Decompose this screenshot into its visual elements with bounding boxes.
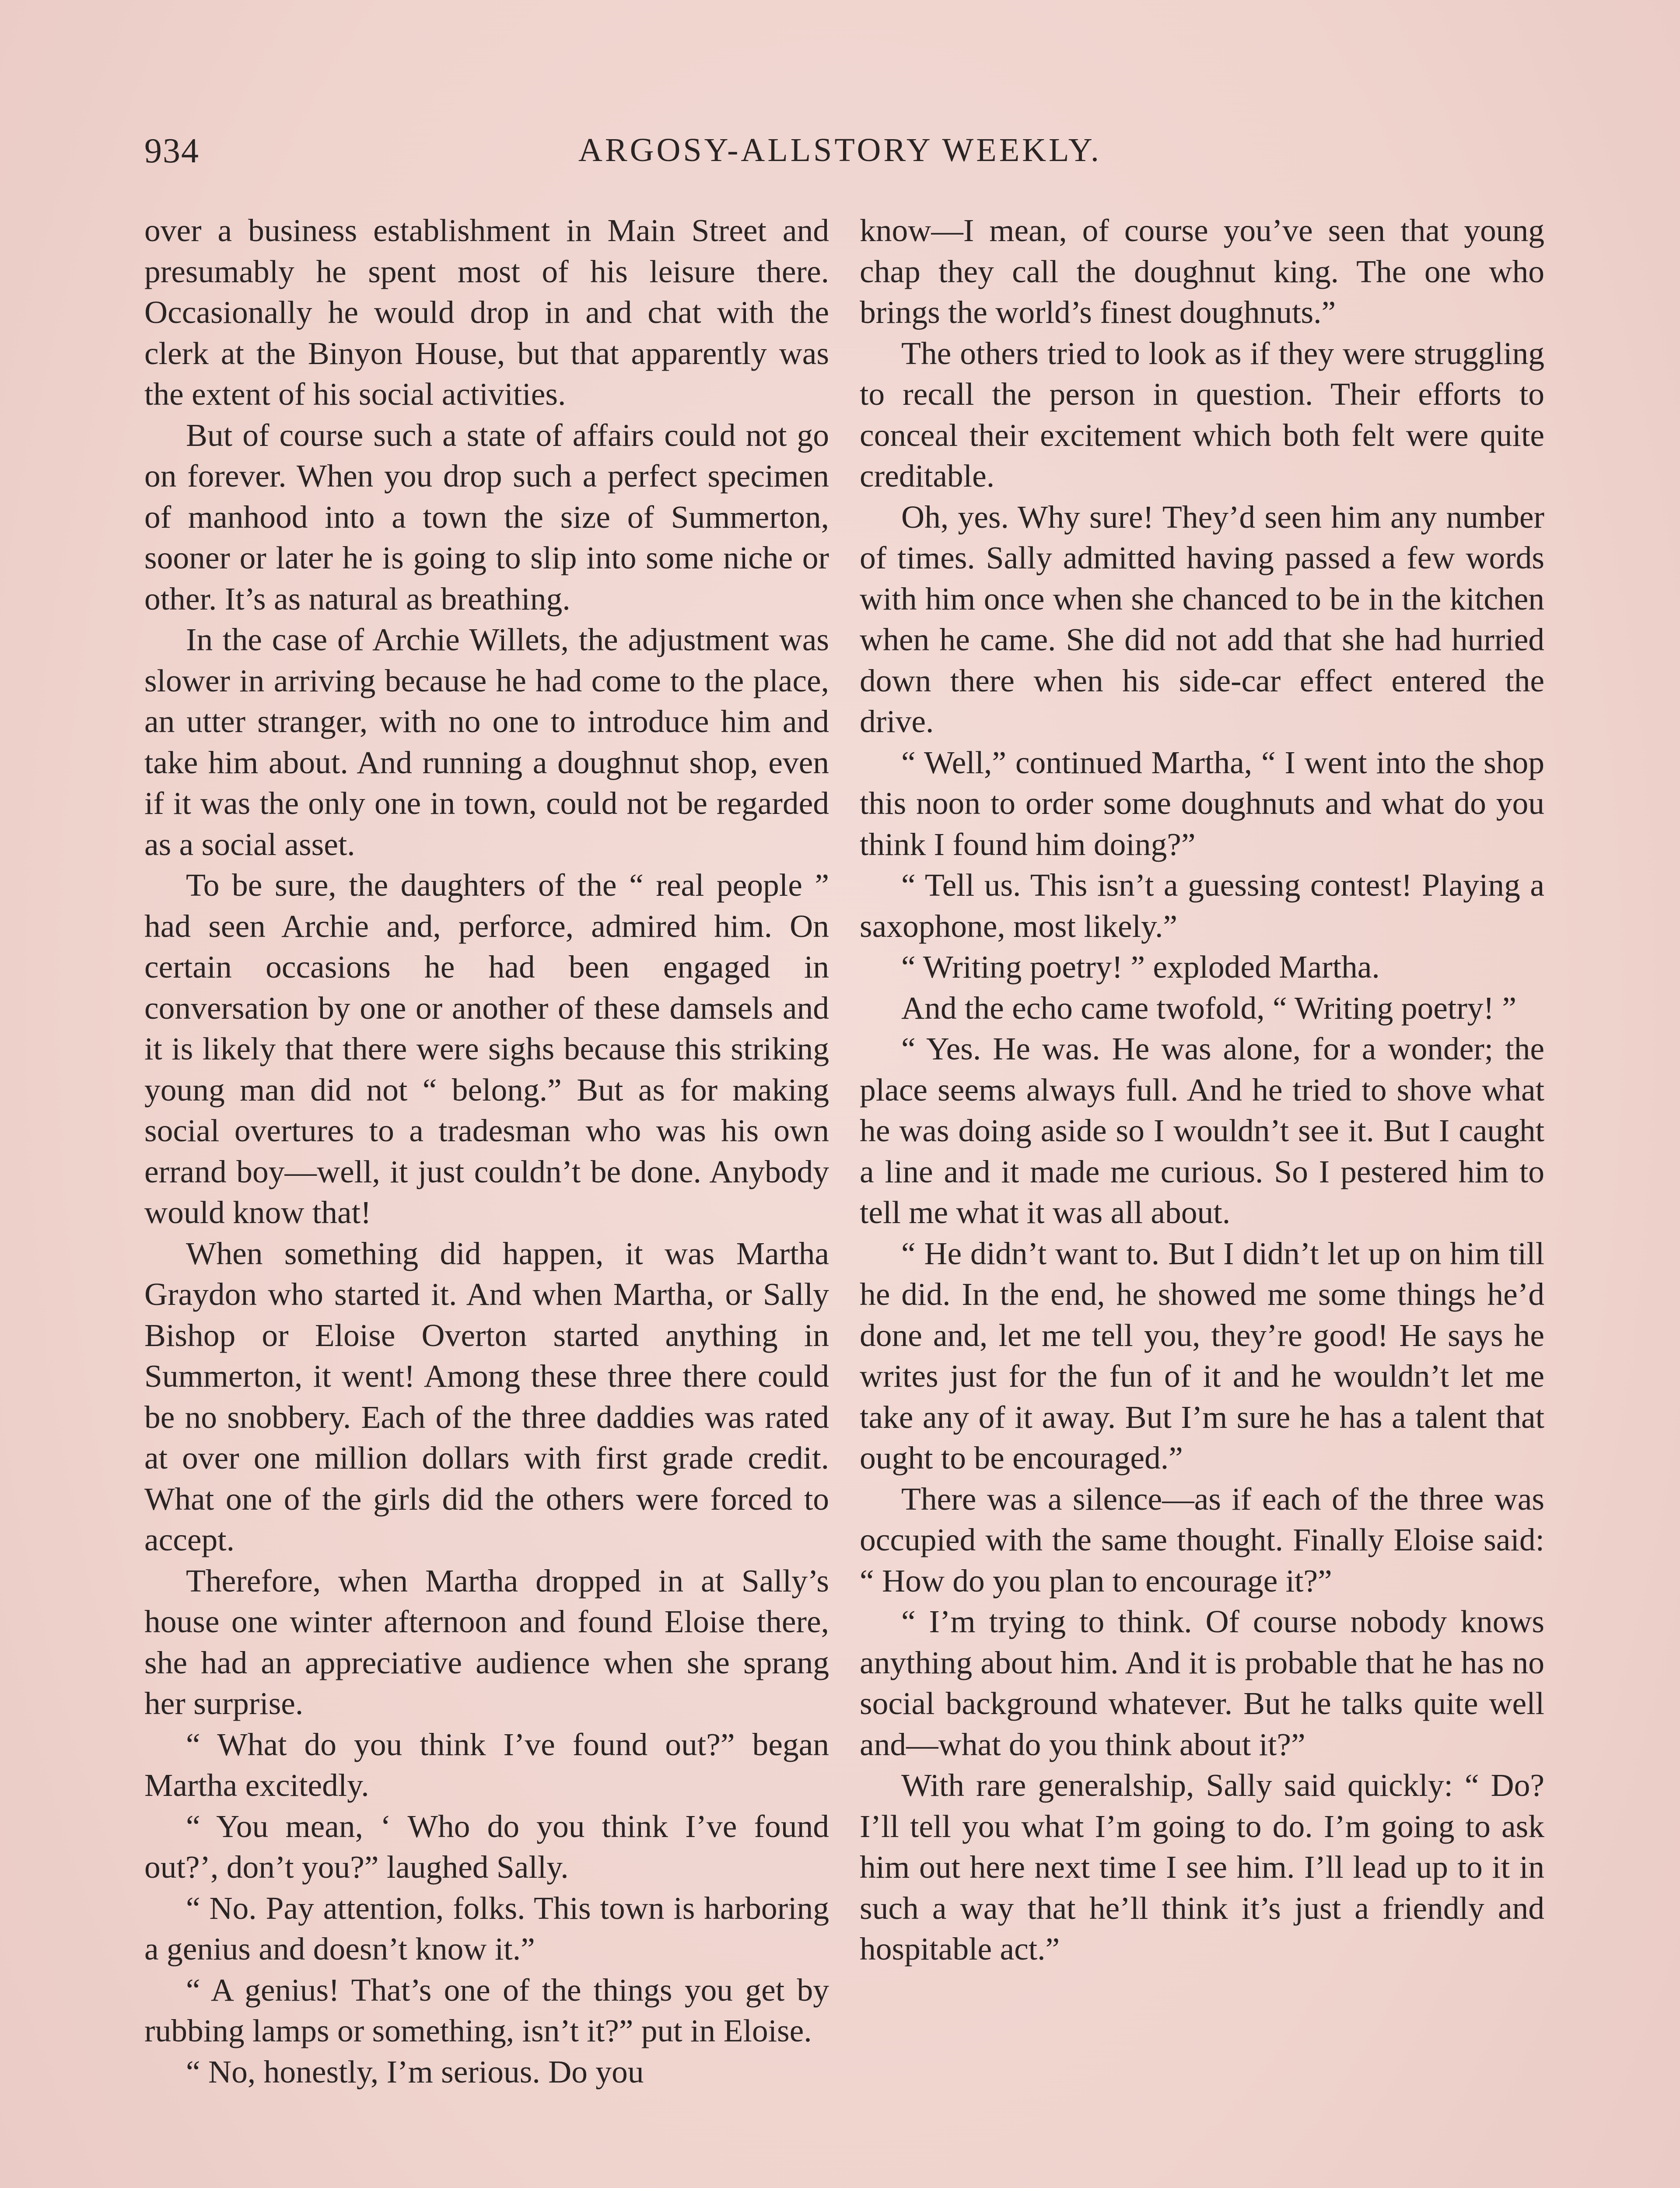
paragraph: The others tried to look as if they were struggling to recall the person in question. Their efforts to conceal their excitement which both felt were quite creditable. [860,335,1544,494]
paragraph: When something did happen, it was Martha Graydon who started it. And when Martha, or Sally Bishop or Eloise Overton started anything in Summerton, it went! Among these three there could be no snobbery. Each of the three daddies was rated at over one million dollars with first grade credit. What one of the girls did the others were forced to accept. [144,1235,829,1557]
paragraph: “ You mean, ‘ Who do you think I’ve found out?’, don’t you?” laughed Sally. [144,1808,829,1885]
right-column [860,210,1544,1970]
left-column [144,210,829,2092]
paragraph: “ Well,” continued Martha, “ I went into the shop this noon to order some doughnuts and what do you think I found him doing?” [860,744,1544,862]
paragraph: And the echo came twofold, “ Writing poetry! ” [901,990,1517,1026]
paragraph: “ Writing poetry! ” exploded Martha. [901,949,1380,985]
page-header [131,127,1549,179]
running-head: ARGOSY-ALLSTORY WEEKLY. [578,132,1102,168]
paragraph: “ A genius! That’s one of the things you get by rubbing lamps or something, isn’t it?” put in Eloise. [144,1972,829,2048]
paragraph: To be sure, the daughters of the “ real people ” had seen Archie and, perforce, admired him. On certain occasions he had been engaged in conversation by one or another of these damsels and it is likely that there were sighs because this striking young man did not “ belong.” But as for making social overtures to a tradesman who was his own errand boy—well, it just couldn’t be done. Anybody would know that! [144,867,829,1230]
paragraph: But of course such a state of affairs could not go on forever. When you drop such a perfect specimen of manhood into a town the size of Summerton, sooner or later he is going to slip into some niche or other. It’s as natural as breathing. [144,417,829,617]
paragraph: over a business establishment in Main Street and presumably he spent most of his leisure there. Occasionally he would drop in and chat with the clerk at the Binyon House, but that apparently was the extent of his social activities. [144,213,829,412]
paragraph: “ Tell us. This isn’t a guessing contest! Playing a saxophone, most likely.” [860,867,1544,944]
paragraph: Therefore, when Martha dropped in at Sally’s house one winter afternoon and found Eloise there, she had an appreciative audience when she sprang her surprise. [144,1563,829,1721]
paragraph: “ Yes. He was. He was alone, for a wonder; the place seems always full. And he tried to shove what he was doing aside so I wouldn’t see it. But I caught a line and it made me curious. So I pestered him to tell me what it was all about. [860,1031,1544,1230]
paragraph: “ No. Pay attention, folks. This town is harboring a genius and doesn’t know it.” [144,1890,829,1967]
paragraph: In the case of Archie Willets, the adjustment was slower in arriving because he had come to the place, an utter stranger, with no one to introduce him and take him about. And running a doughnut shop, even if it was the only one in town, could not be regarded as a social asset. [144,622,829,862]
paragraph: There was a silence—as if each of the three was occupied with the same thought. Finally Eloise said: “ How do you plan to encourage it?” [860,1481,1544,1599]
paragraph: With rare generalship, Sally said quickly: “ Do? I’ll tell you what I’m going to do. I’m going to ask him out here next time I see him. I’ll lead up to it in such a way that he’ll think it’s just a friendly and hospitable act.” [860,1767,1544,1967]
paragraph: “ I’m trying to think. Of course nobody knows anything about him. And it is probable that he has no social background whatever. But he talks quite well and—what do you think about it?” [860,1604,1544,1762]
paragraph: “ He didn’t want to. But I didn’t let up on him till he did. In the end, he showed me some things he’d done and, let me tell you, they’re good! He says he writes just for the fun of it and he wouldn’t let me take any of it away. But I’m sure he has a talent that ought to be encouraged.” [860,1235,1544,1476]
page-number: 934 [144,132,200,170]
paragraph: know—I mean, of course you’ve seen that young chap they call the doughnut king. The one who brings the world’s finest doughnuts.” [860,213,1544,330]
paragraph: “ No, honestly, I’m serious. Do you [186,2054,644,2090]
paragraph: Oh, yes. Why sure! They’d seen him any number of times. Sally admitted having passed a few words with him once when she chanced to be in the kitchen when he came. She did not add that she had hurried down there when his side-car effect entered the drive. [860,499,1544,739]
paragraph: “ What do you think I’ve found out?” began Martha excitedly. [144,1726,829,1803]
